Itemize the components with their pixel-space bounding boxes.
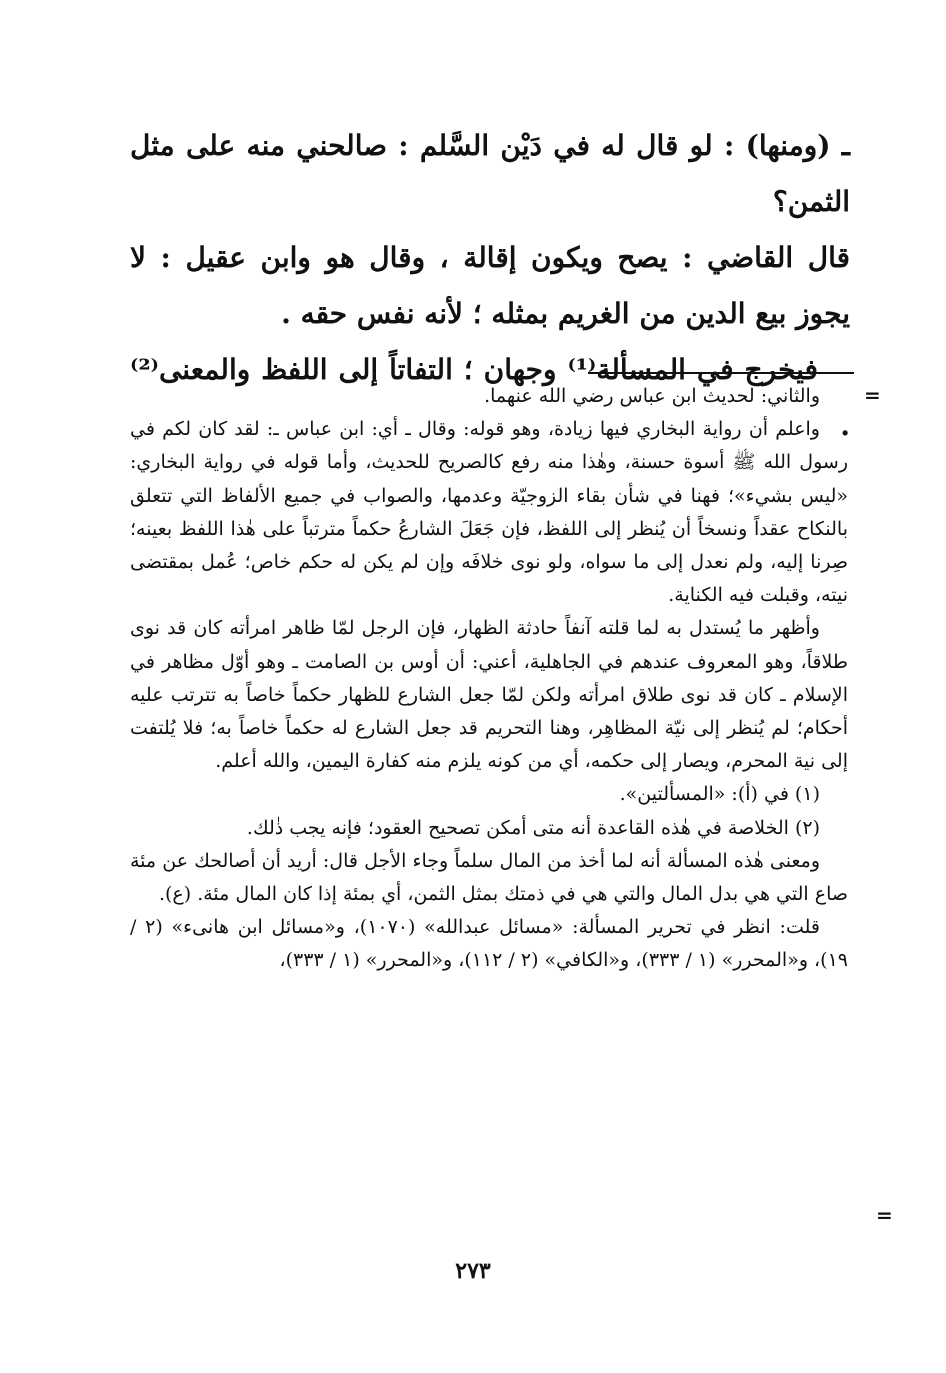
footnote-2: (٢) الخلاصة في هٰذه القاعدة أنه متى أمكن تصحيح العقود؛ فإنه يجب ذٰلك. bbox=[246, 816, 820, 839]
footnote-continued-line: والثاني: لحديث ابن عباس رضي الله عنهما. bbox=[484, 385, 820, 407]
continuation-mark-bottom: = bbox=[876, 1203, 893, 1227]
footnote-2-references: قلت: انظر في تحرير المسألة: «مسائل عبدالله» (١٠٧٠)، و«مسائل ابن هانىء» (٢ / ١٩)، و«المحرر» (١ / ٣٣٣)، و«الكافي» (٢ / ١١٢)، و«المحرر» (١ / ٣٣٣)، bbox=[130, 916, 848, 972]
footnote-2-explanation: ومعنى هٰذه المسألة أنه لما أخذ من المال سلماً وجاء الأجل قال: أريد أن أصالحك عن مئة صاع التي هي بدل المال والتي هي في ذمتك بمثل الثمن، أي بمئة إذا كان المال مئة. (ع). bbox=[130, 849, 848, 906]
continuation-mark-top: = bbox=[864, 383, 881, 407]
footnote-continued-paragraph-zihar: وأظهر ما يُستدل به لما قلته آنفاً حادثة الظهار، فإن الرجل لمّا ظاهر امرأته كان قد نوى طلاقاً، وهو المعروف عندهم في الجاهلية، أعني: أن أوس بن الصامت ـ وهو أوّل مظاهر في الإسلام ـ كان قد نوى طلاق امرأته ولكن لمّا جعل الشارع للظهار حكماً خاصاً به تترتب عليه أحكام؛ لم يُنظر إلى نيّة المظاهِر، وهنا التحريم قد جعل الشارع له حكماً خاصاً به؛ فلا يُلتفت إلى نية المحرم، ويصار إلى حكمه، أي من كونه يلزم منه كفارة اليمين، والله أعلم. bbox=[130, 617, 848, 773]
footnote-continued-paragraph: واعلم أن رواية البخاري فيها زيادة، وهو قوله: وقال ـ أي: ابن عباس ـ: لقد كان لكم في رسول الله ﷺ أسوة حسنة، وهٰذا منه رفع كالصريح للحديث، وأما قوله في رواية البخاري: «ليس بشيء»؛ فهنا في شأن بقاء الزوجيّة وعدمها، والصواب في جميع الألفاظ التي تتعلق بالنكاح عقداً ونسخاً أن يُنظر إلى اللفظ، فإن جَعَلَ الشارعُ حكماً مترتباً على هٰذا اللفظ بعينه؛ صِرنا إليه، ولم نعدل إلى ما سواه، ولو نوى خلافَه وإن لم يكن له حكم خاص؛ عُمل بمقتضى نيته، وقبلت فيه الكناية. bbox=[130, 418, 848, 607]
main-paragraph-2: قال القاضي : يصح ويكون إقالة ، وقال هو وابن عقيل : لا يجوز بيع الدين من الغريم بمثله ؛ لأنه نفس حقه . bbox=[130, 241, 850, 330]
footnote-1: (١) في (أ): «المسألتين». bbox=[619, 783, 820, 806]
main-paragraph-3: فيخرج في المسألة⁽¹⁾ وجهان ؛ التفاتاً إلى اللفظ والمعنى⁽²⁾ . bbox=[130, 353, 850, 442]
page-number: ٢٧٣ bbox=[455, 1258, 491, 1284]
footnotes-block bbox=[130, 380, 848, 978]
footnote-separator-line bbox=[588, 372, 854, 374]
main-paragraph-1: ـ (ومنها) : لو قال له في دَيْن السَّلم : صالحني منه على مثل الثمن؟ bbox=[130, 129, 850, 218]
